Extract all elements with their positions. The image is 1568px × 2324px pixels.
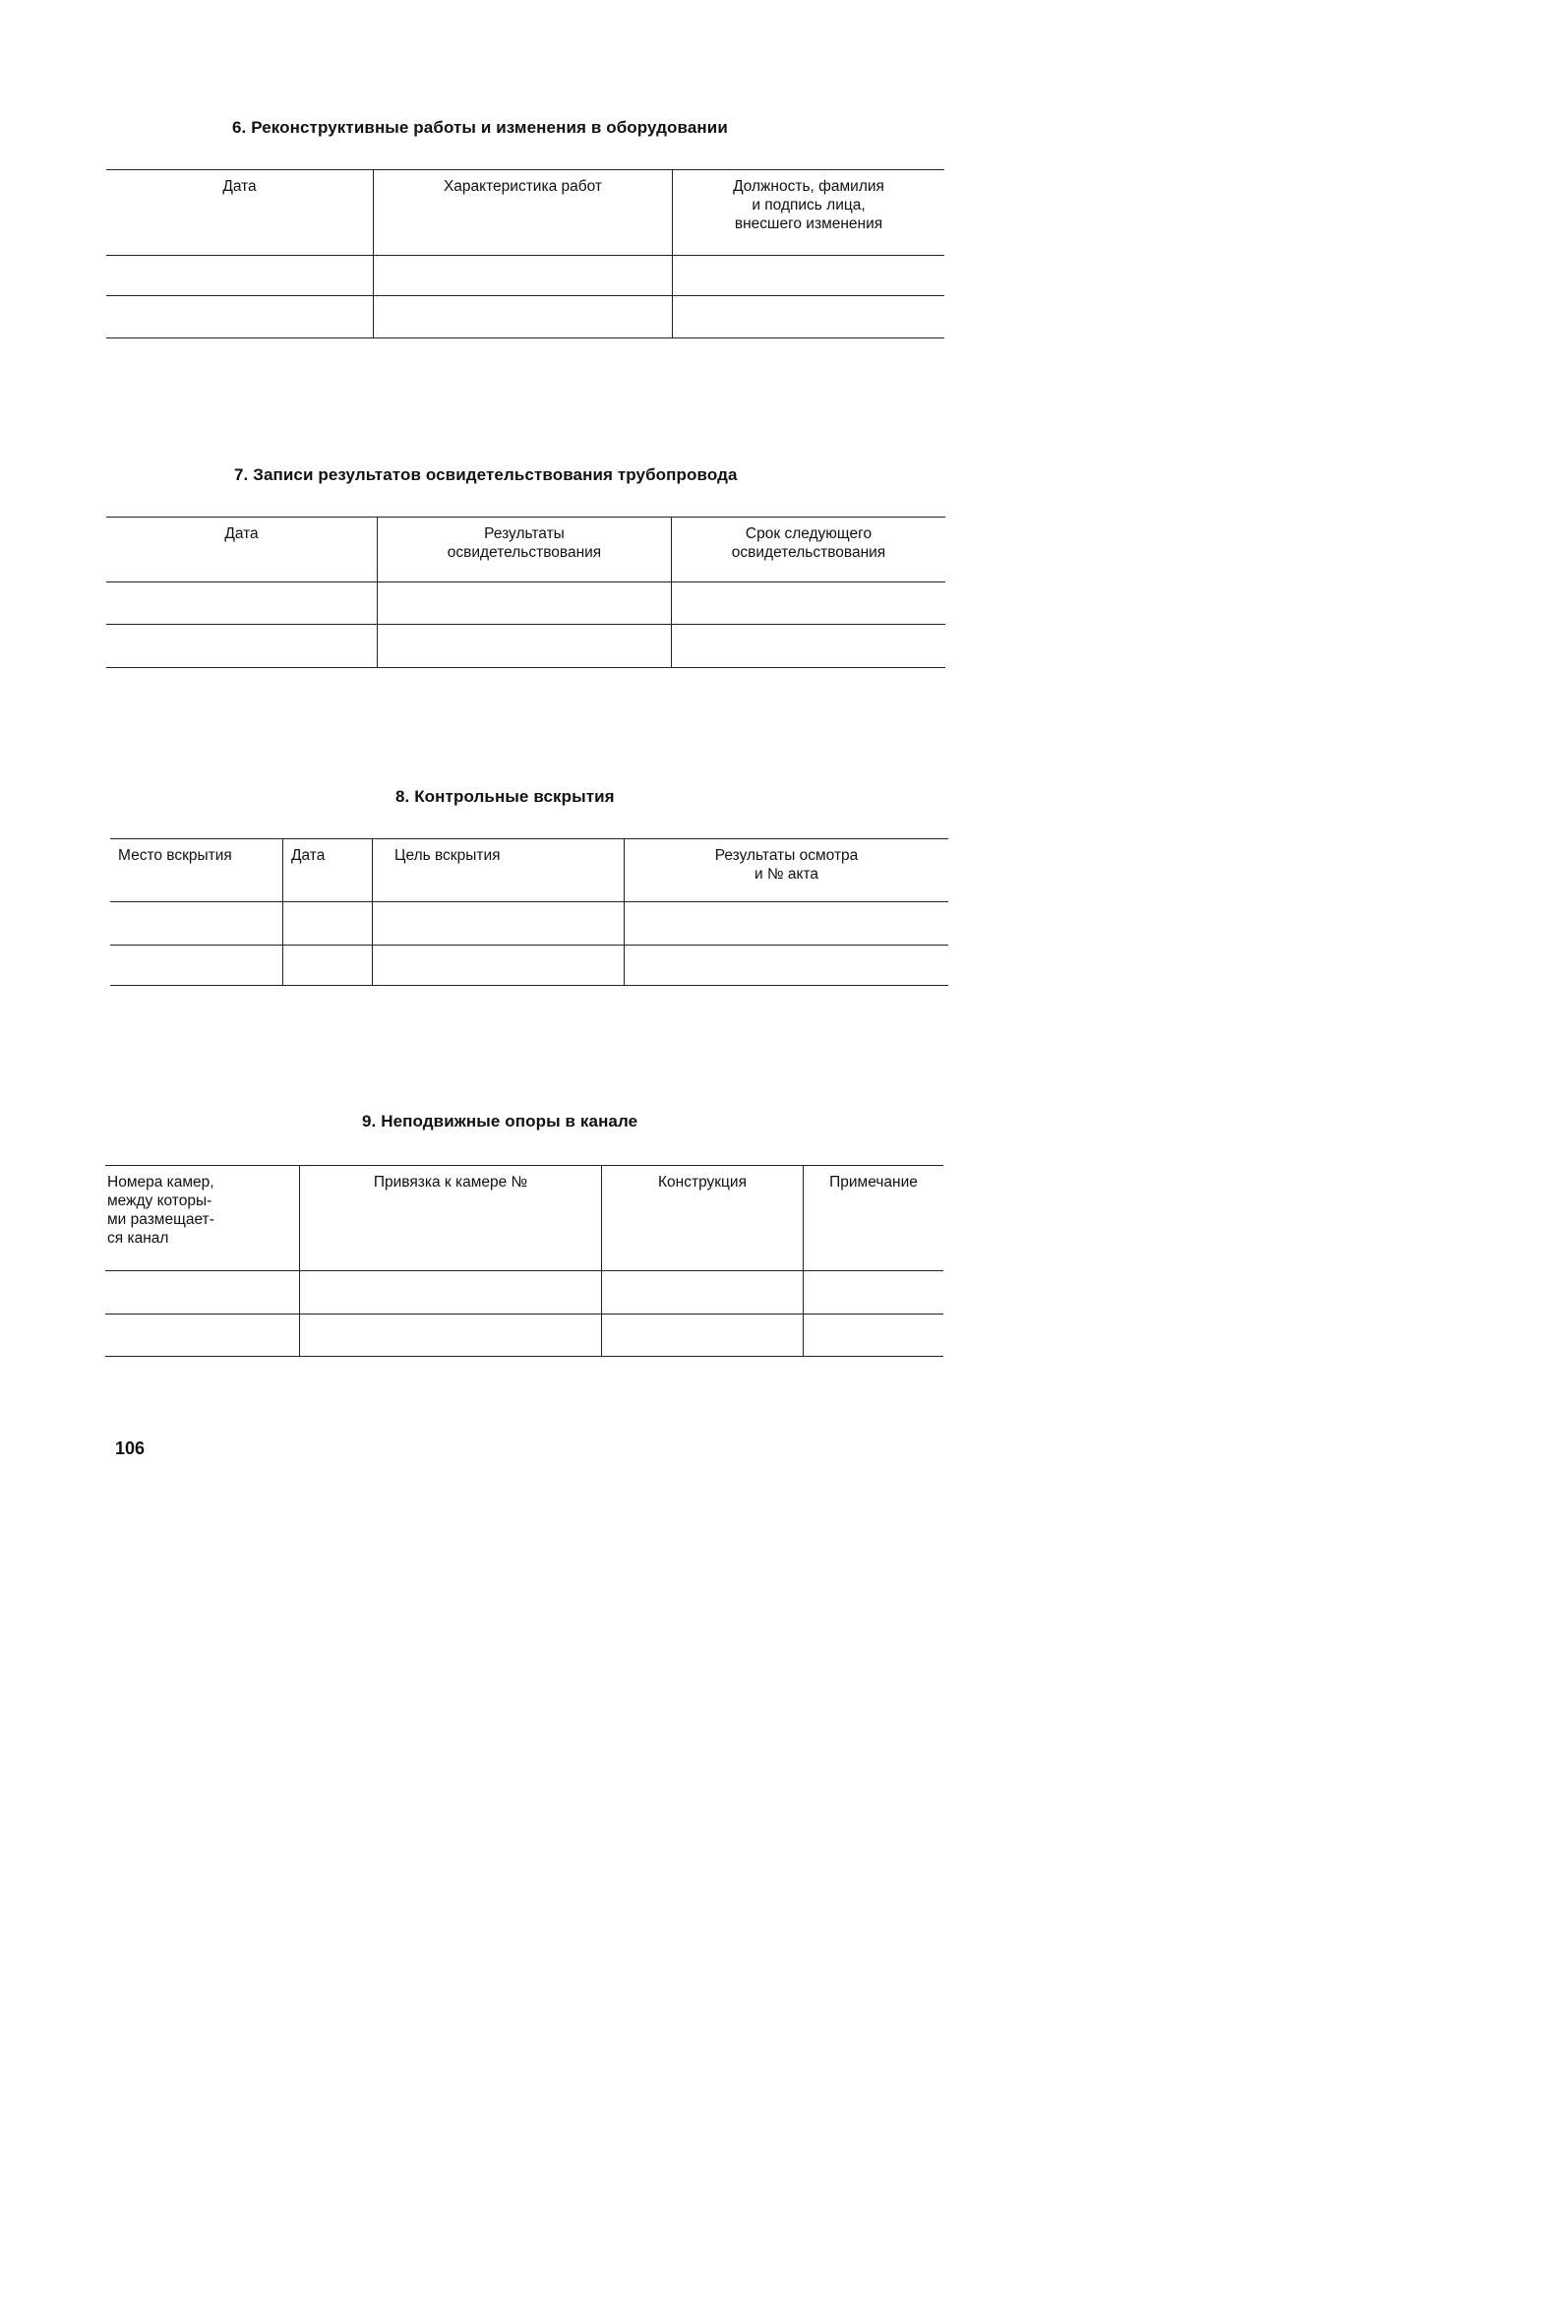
table-empty-cell: [377, 581, 671, 624]
table-empty-cell: [106, 581, 377, 624]
table-empty-cell: [372, 945, 624, 985]
table-empty-cell: [105, 1270, 299, 1314]
document-page: [0, 0, 1038, 1538]
table-empty-cell: [672, 295, 944, 337]
section-6-table: [106, 169, 944, 338]
table-empty-cell: [671, 581, 945, 624]
section-8-title: 8. Контрольные вскрытия: [395, 787, 615, 806]
section-8-table: [110, 838, 948, 986]
table-empty-cell: [377, 624, 671, 667]
table-empty-cell: [601, 1314, 803, 1356]
section-9-table: [105, 1165, 943, 1357]
table-empty-cell: [106, 255, 373, 295]
table-header-cell: Номера камер, между которы- ми размещает- ся канал: [107, 1174, 214, 1247]
table-empty-cell: [373, 255, 672, 295]
table-empty-cell: [299, 1270, 601, 1314]
table-empty-cell: [624, 901, 948, 945]
table-empty-cell: [299, 1314, 601, 1356]
table-empty-cell: [672, 255, 944, 295]
table-header-cell: Примечание: [803, 1166, 943, 1270]
table-empty-cell: [601, 1270, 803, 1314]
table-empty-cell: [803, 1270, 943, 1314]
table-empty-cell: [282, 901, 372, 945]
table-header-cell: Результаты осмотра и № акта: [624, 839, 948, 901]
table-empty-cell: [373, 295, 672, 337]
table-header-cell: Срок следующего освидетельствования: [671, 518, 945, 581]
table-header-cell: Должность, фамилия и подпись лица, внесшего изменения: [672, 170, 944, 255]
table-header-cell: Результаты освидетельствования: [377, 518, 671, 581]
table-empty-cell: [106, 295, 373, 337]
table-empty-cell: [624, 945, 948, 985]
table-empty-cell: [671, 624, 945, 667]
section-6-title: 6. Реконструктивные работы и изменения в оборудовании: [232, 118, 728, 137]
table-empty-cell: [105, 1314, 299, 1356]
table-header-cell: Дата: [282, 839, 372, 901]
table-empty-cell: [803, 1314, 943, 1356]
table-header-cell: Цель вскрытия: [372, 839, 624, 901]
table-empty-cell: [110, 945, 282, 985]
section-9-title: 9. Неподвижные опоры в канале: [362, 1112, 638, 1131]
table-header-cell: Привязка к камере №: [299, 1166, 601, 1270]
table-header-cell: Конструкция: [601, 1166, 803, 1270]
section-7-title: 7. Записи результатов освидетельствования трубопровода: [234, 465, 738, 484]
table-header-cell: Место вскрытия: [118, 847, 232, 864]
page-number: 106: [115, 1438, 146, 1458]
table-header-cell: Дата: [224, 525, 259, 542]
table-header-cell: Дата: [222, 178, 257, 195]
table-empty-cell: [110, 901, 282, 945]
table-empty-cell: [106, 624, 377, 667]
table-empty-cell: [282, 945, 372, 985]
table-header-cell: Характеристика работ: [373, 170, 672, 255]
section-7-table: [106, 517, 945, 668]
table-empty-cell: [372, 901, 624, 945]
